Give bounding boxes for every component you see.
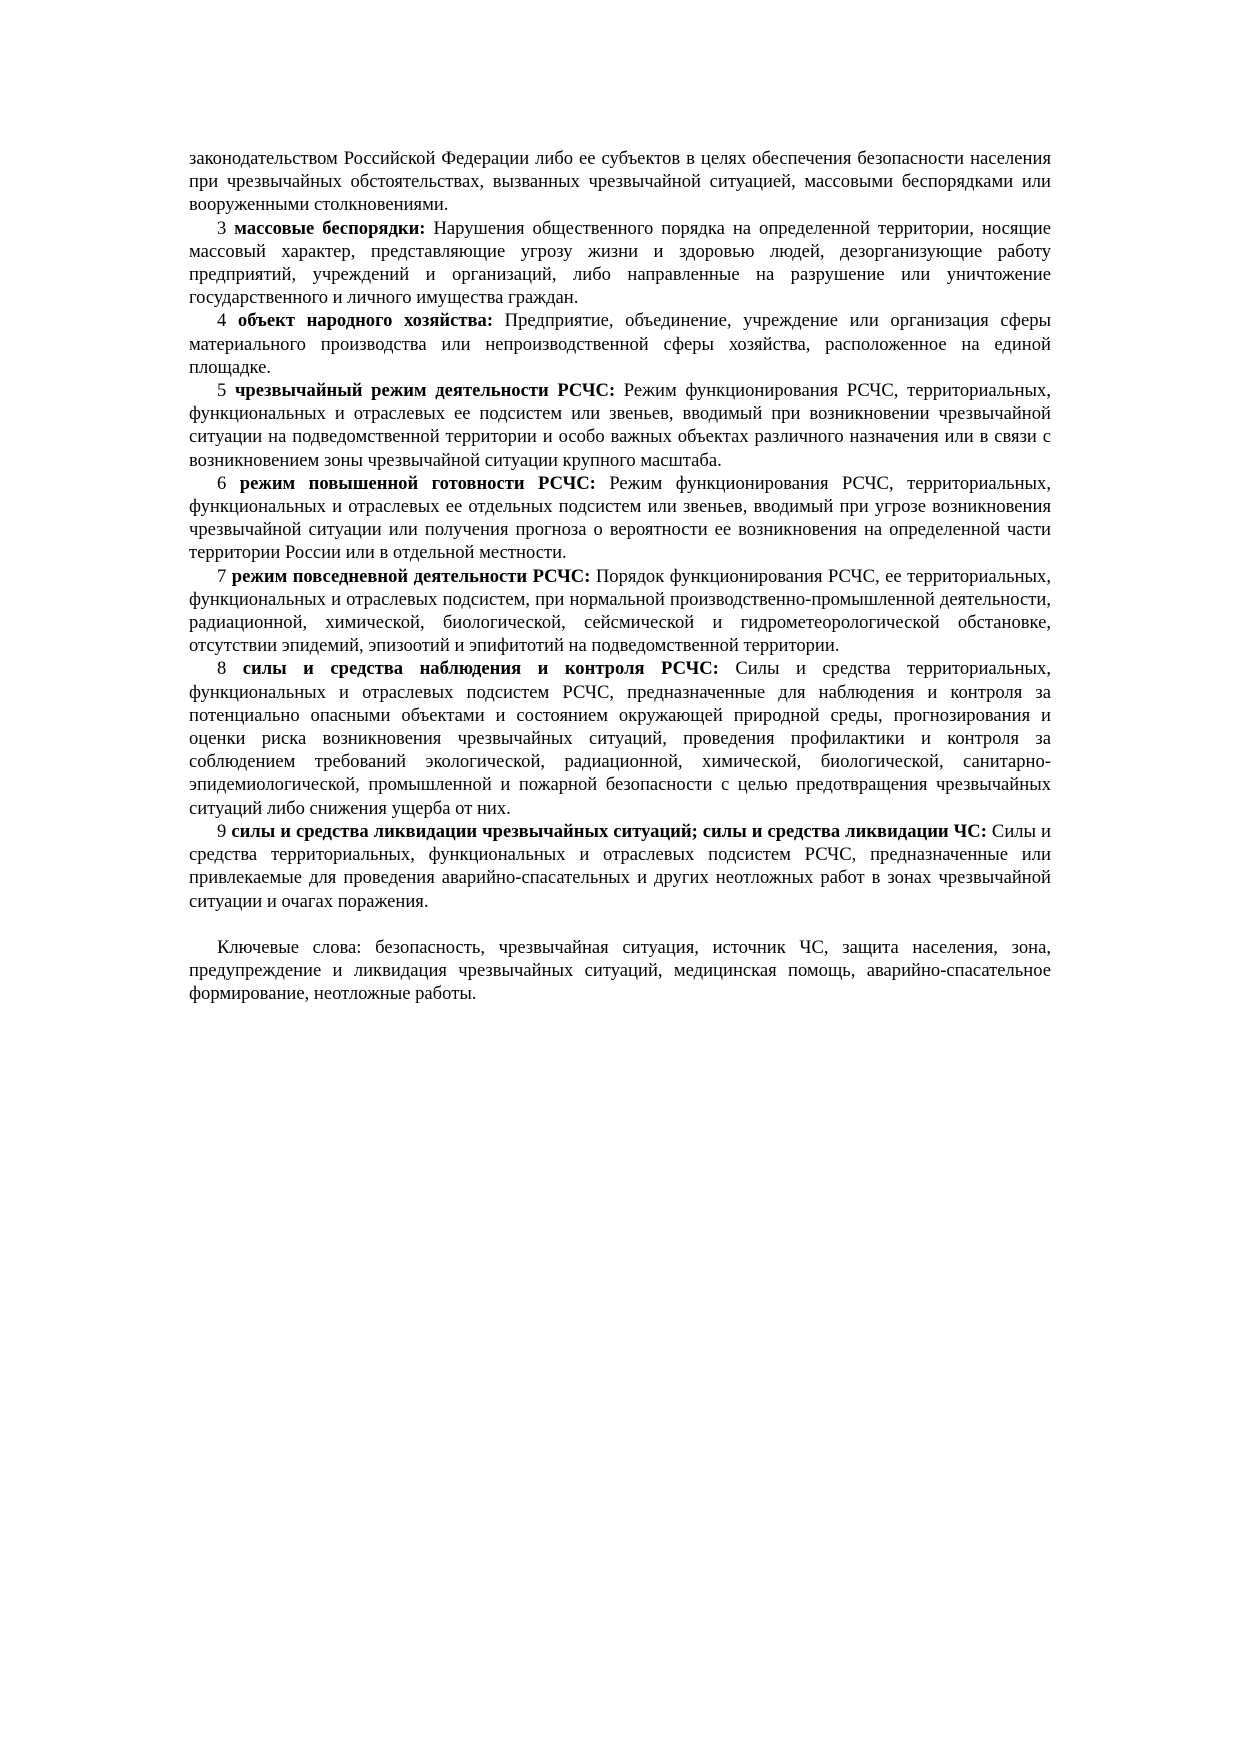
definition-paragraph (189, 309, 1051, 379)
definition-number: 7 (217, 565, 227, 587)
definition-number: 5 (217, 380, 227, 402)
definition-number: 6 (217, 472, 227, 494)
definition-text: Порядок функционирования РСЧС, ее территориальных, функциональных и отраслевых подсистем, при нормальной производственно-промышленной деятельности, радиационной, химической, биологической, сейсмической и гидрометеорологической обстановке, отсутствии эпидемий, эпизоотий и эпифитотий на подведомственной территории. (189, 565, 1051, 657)
document-page (189, 147, 1051, 1005)
definition-text: Силы и средства территориальных, функциональных и отраслевых подсистем РСЧС, предназначенные для наблюдения и контроля за потенциально опасными объектами и состоянием окружающей природной среды, прогнозирования и оценки риска возникновения чрезвычайных ситуаций, проведения профилактики и контроля за соблюдением требований экологической, радиационной, химической, биологической, санитарно-эпидемиологической, промышленной и пожарной безопасности с целью предотвращения чрезвычайных ситуаций либо снижения ущерба от них. (189, 658, 1051, 819)
definition-paragraph (189, 379, 1051, 472)
definition-term: силы и средства наблюдения и контроля РСЧС: (242, 658, 719, 680)
definition-number: 4 (217, 310, 227, 332)
definition-number: 3 (217, 217, 227, 239)
definition-term: режим повседневной деятельности РСЧС: (231, 565, 591, 587)
definition-paragraph (189, 217, 1051, 310)
definition-paragraph (189, 472, 1051, 565)
definition-text: Предприятие, объединение, учреждение или организация сферы материального производства или непроизводственной сферы хозяйства, расположенное на единой площадке. (189, 310, 1051, 378)
definition-term: силы и средства ликвидации чрезвычайных ситуаций; силы и средства ликвидации ЧС: (231, 820, 987, 842)
definition-term: объект народного хозяйства: (237, 310, 494, 332)
definition-term: массовые беспорядки: (234, 217, 426, 239)
definition-text: Режим функционирования РСЧС, территориальных, функциональных и отраслевых ее отдельных подсистем или звеньев, вводимый при угрозе возникновения чрезвычайной ситуации или получения прогноза о вероятности ее возникновения на определенной части территории России или в отдельной местности. (189, 472, 1051, 564)
definition-term: режим повышенной готовности РСЧС: (239, 472, 596, 494)
definition-paragraph (189, 657, 1051, 819)
definition-paragraph (189, 820, 1051, 913)
definition-text: Силы и средства территориальных, функциональных и отраслевых подсистем РСЧС, предназначенные или привлекаемые для проведения аварийно-спасательных и других неотложных работ в зонах чрезвычайной ситуации и очагах поражения. (189, 820, 1051, 912)
definition-term: чрезвычайный режим деятельности РСЧС: (234, 380, 616, 402)
intro-paragraph: законодательством Российской Федерации либо ее субъектов в целях обеспечения безопасности населения при чрезвычайных обстоятельствах, вызванных чрезвычайной ситуацией, массовыми беспорядками или вооруженными столкновениями. (189, 148, 1051, 216)
definition-text: Нарушения общественного порядка на определенной территории, носящие массовый характер, представляющие угрозу жизни и здоровью людей, дезорганизующие работу предприятий, учреждений и организаций, либо направленные на разрушение или уничтожение государственного и личного имущества граждан. (189, 217, 1051, 309)
definition-text: Режим функционирования РСЧС, территориальных, функциональных и отраслевых ее подсистем или звеньев, вводимый при возникновении чрезвычайной ситуации на подведомственной территории и особо важных объектах различного назначения или в связи с возникновением зоны чрезвычайной ситуации крупного масштаба. (189, 380, 1051, 471)
definition-number: 8 (217, 658, 227, 680)
definition-number: 9 (217, 820, 227, 842)
definition-paragraph (189, 565, 1051, 658)
keywords-paragraph: Ключевые слова: безопасность, чрезвычайная ситуация, источник ЧС, защита населения, зона, предупреждение и ликвидация чрезвычайных ситуаций, медицинская помощь, аварийно-спасательное формирование, неотложные работы. (189, 936, 1051, 1005)
